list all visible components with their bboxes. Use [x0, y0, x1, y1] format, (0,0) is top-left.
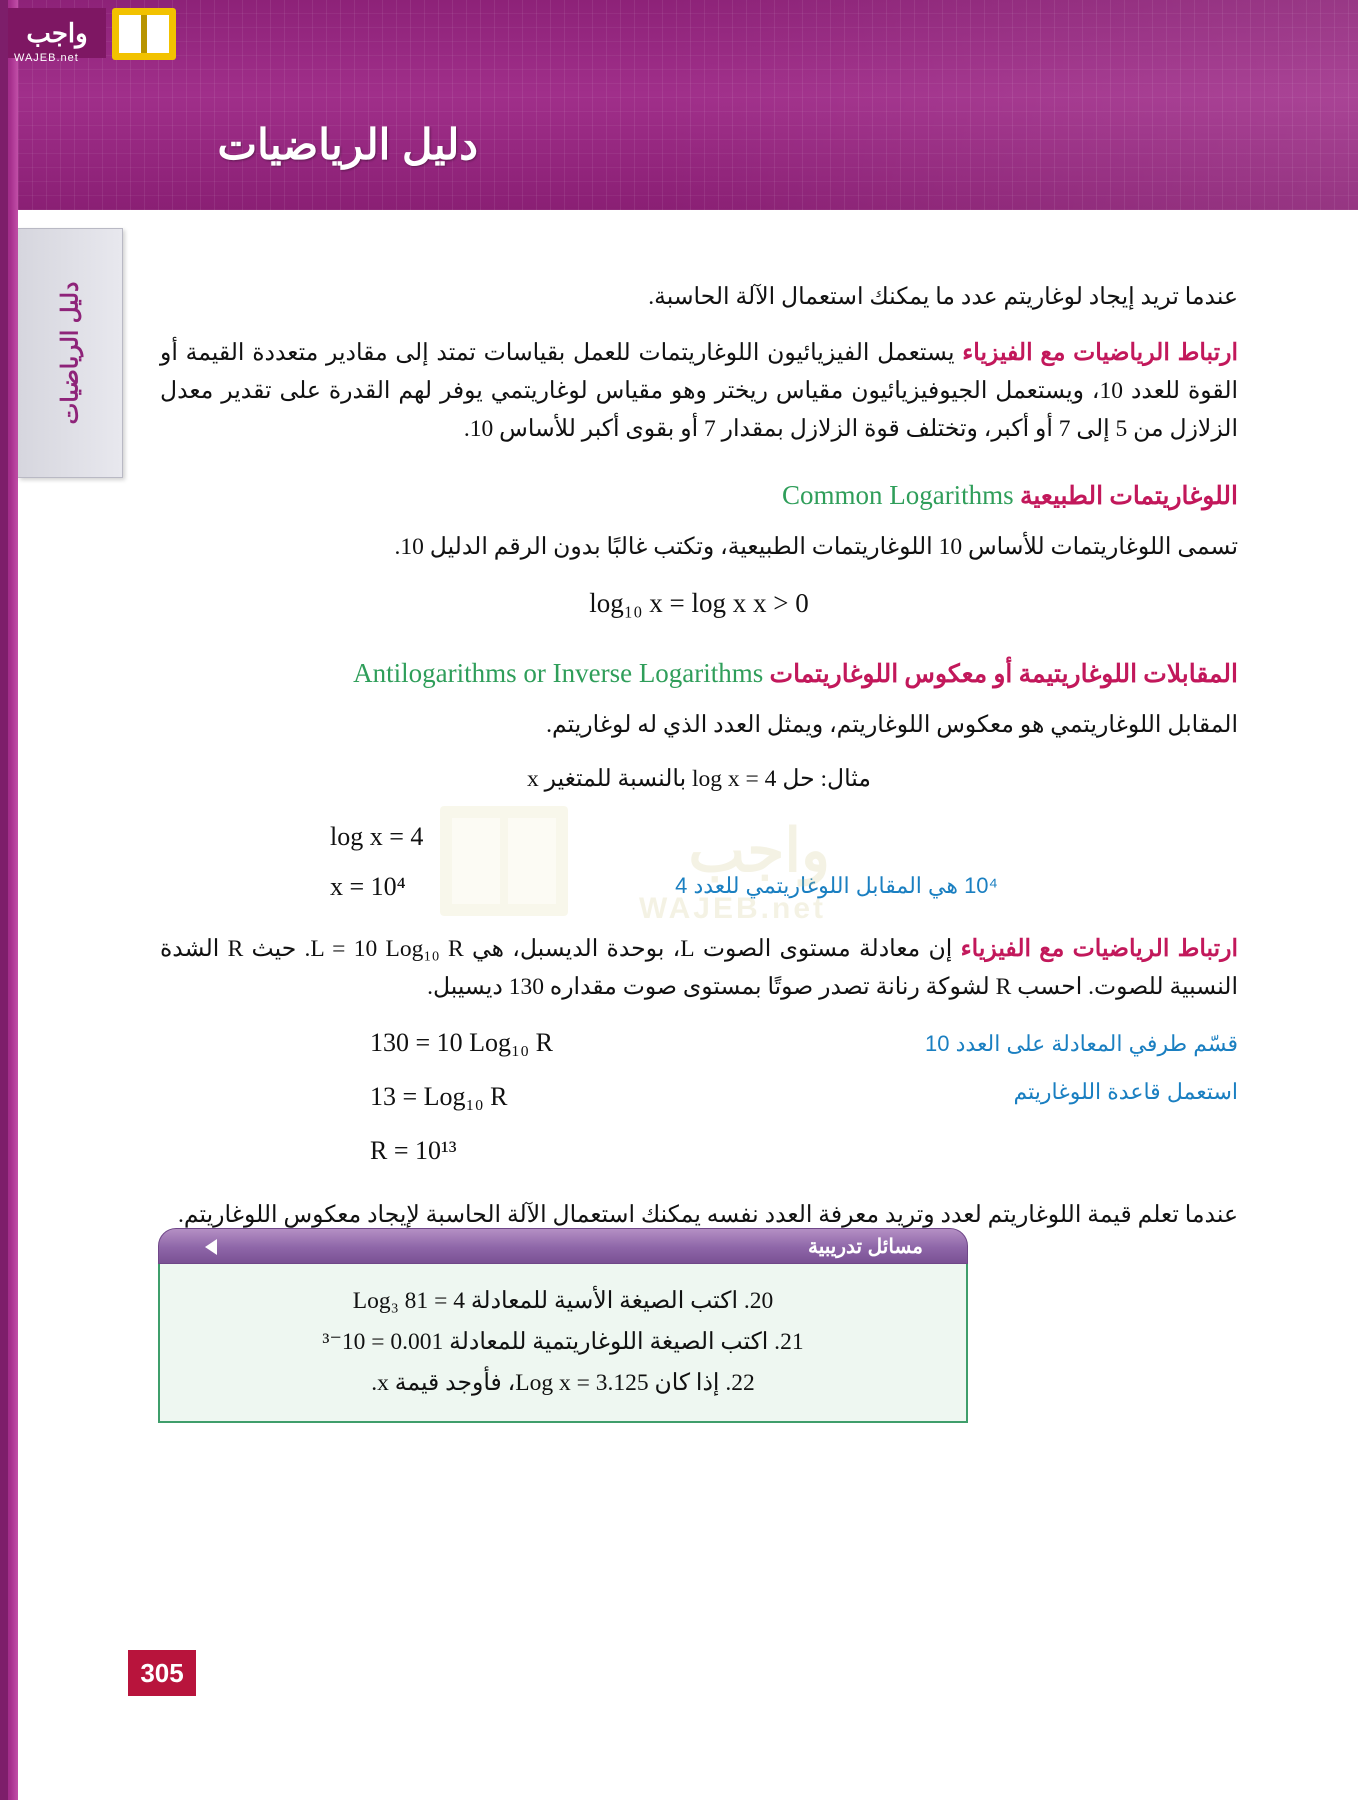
site-logo[interactable]	[8, 4, 188, 66]
work2-line-2: 13 = Log₁₀ R	[370, 1081, 508, 1111]
practice-item: 20. اكتب الصيغة الأسية للمعادلة 4 = Log₃ 81	[352, 1288, 774, 1314]
physics-connection-tag-1: ارتباط الرياضيات مع الفيزياء	[962, 340, 1238, 367]
physics-paragraph-1	[160, 334, 1238, 448]
section-1-text: تسمى اللوغاريتمات للأساس 10 اللوغاريتمات الطبيعية، وتكتب غالبًا بدون الرقم الدليل 10.	[394, 533, 1238, 560]
watermark-word: واجب	[688, 817, 830, 884]
closing-paragraph: عندما تعلم قيمة اللوغاريتم لعدد وتريد معرفة العدد نفسه يمكنك استعمال الآلة الحاسبة لإيجاد معكوس اللوغاريتم.	[178, 1201, 1238, 1228]
work2-line-3: R = 10¹³	[370, 1135, 457, 1165]
open-book-icon	[112, 8, 176, 60]
practice-problems-header	[158, 1228, 968, 1264]
main-content	[160, 278, 1238, 1250]
physics-connection-tag-2: ارتباط الرياضيات مع الفيزياء	[960, 935, 1239, 962]
practice-problems-box	[158, 1228, 968, 1423]
formula-common-log: log₁₀ x = log x x > 0	[589, 588, 809, 619]
worked-example-2	[160, 1022, 1238, 1182]
section-2-text: المقابل اللوغاريتمي هو معكوس اللوغاريتم، ويمثل العدد الذي له لوغاريتم.	[546, 711, 1238, 738]
practice-item: 21. اكتب الصيغة اللوغاريتمية للمعادلة 0.001 = 10⁻³	[322, 1329, 804, 1355]
side-tab-math-guide[interactable]	[18, 228, 123, 478]
watermark-net: WAJEB.net	[638, 892, 826, 925]
logo-badge	[8, 8, 106, 58]
intro-paragraph: عندما تريد إيجاد لوغاريتم عدد ما يمكنك استعمال الآلة الحاسبة.	[648, 284, 1238, 310]
section-heading-common-logarithms	[160, 474, 1238, 518]
example-line: مثال: حل log x = 4 بالنسبة للمتغير x	[527, 765, 871, 792]
section-heading-1-ar: اللوغاريتمات الطبيعية	[1019, 483, 1238, 511]
page-number: 305	[128, 1650, 196, 1696]
header-gloss	[658, 0, 1358, 210]
section-heading-antilogarithms	[160, 652, 1238, 696]
work2-note-1: قسّم طرفي المعادلة على العدد 10	[925, 1030, 1238, 1056]
worked-example-1	[160, 816, 1238, 920]
page-header	[18, 0, 1358, 210]
side-tab-label: دليل الرياضيات	[56, 281, 83, 425]
practice-problems-title: مسائل تدريبية	[808, 1236, 923, 1258]
work2-note-2: استعمل قاعدة اللوغاريتم	[1013, 1078, 1238, 1104]
practice-problems-list	[158, 1264, 968, 1423]
work2-line-1: 130 = 10 Log₁₀ R	[370, 1027, 554, 1057]
work1-note: 10⁴ هي المقابل اللوغاريتمي للعدد 4	[675, 872, 998, 898]
left-arrow-icon	[205, 1239, 217, 1255]
work1-line-2: x = 10⁴	[330, 871, 406, 901]
practice-item: 22. إذا كان Log x = 3.125، فأوجد قيمة x.	[371, 1370, 755, 1396]
left-band-inner	[0, 0, 8, 1800]
section-heading-2-en: Antilogarithms or Inverse Logarithms	[353, 657, 764, 688]
section-heading-1-en: Common Logarithms	[781, 480, 1014, 511]
section-heading-2-ar: المقابلات اللوغاريتيمة أو معكوس اللوغاريتمات	[769, 660, 1238, 688]
logo-word: واجب	[26, 18, 88, 48]
physics-paragraph-1-text: يستعمل الفيزيائيون اللوغاريتمات للعمل بقياسات تمتد إلى مقادير متعددة القيمة أو القوة للعدد 10، ويستعمل الجيوفيزيائيون مقياس ريختر وهو مقياس لوغاريتمي يوفر لهم القدرة على تقدير معدل الزلازل من 5 إلى 7 أو أكبر، وتختلف قوة الزلازل بمقدار 7 أو بقوى أكبر للأساس 10.	[160, 340, 1239, 443]
work1-line-1: log x = 4	[330, 821, 424, 851]
physics-paragraph-2-text: إن معادلة مستوى الصوت L، بوحدة الديسبل، هي L = 10 Log₁₀ R. حيث R الشدة النسبية للصوت. احسب R لشوكة رنانة تصدر صوتًا بمستوى صوت مقداره 130 ديسيبل.	[160, 935, 1238, 1000]
logo-net-label: WAJEB.net	[14, 52, 79, 64]
left-decorative-band	[0, 0, 18, 1800]
physics-paragraph-2	[160, 930, 1238, 1006]
page-title: دليل الرياضيات	[217, 121, 478, 168]
